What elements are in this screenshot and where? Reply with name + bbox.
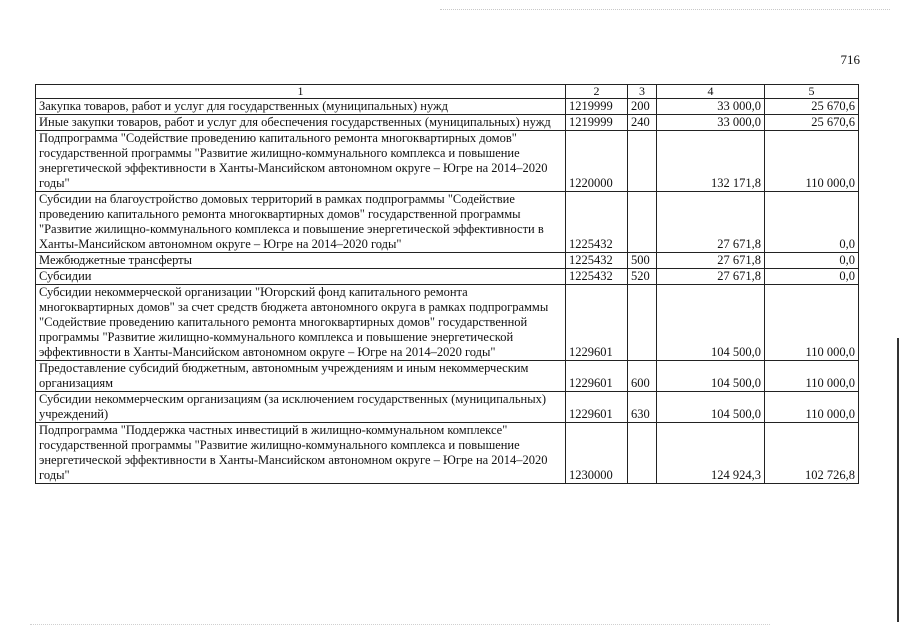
row-code: 1219999 — [566, 99, 628, 115]
row-name: Предоставление субсидий бюджетным, автономным учреждениям и иным некоммерческим организациям — [36, 361, 566, 392]
header-cell-name: 1 — [36, 85, 566, 99]
row-code: 1230000 — [566, 423, 628, 484]
row-name: Иные закупки товаров, работ и услуг для обеспечения государственных (муниципальных) нужд — [36, 115, 566, 131]
row-expense-type: 520 — [628, 269, 657, 285]
row-name: Субсидии некоммерческой организации "Югорский фонд капитального ремонта многоквартирных домов" за счет средств бюджета автономного округа в рамках подпрограммы "Содействие проведению капитального ремонта многоквартирных домов" государственной программы "Развитие жилищно-коммунального комплекса и повышение энергетической эффективности в Ханты-Мансийском автономном округе – Югре на 2014–2020 годы" — [36, 285, 566, 361]
row-code: 1225432 — [566, 192, 628, 253]
row-expense-type — [628, 192, 657, 253]
row-sum-2: 110 000,0 — [765, 285, 859, 361]
row-code: 1220000 — [566, 131, 628, 192]
row-sum-2: 0,0 — [765, 269, 859, 285]
table-row — [36, 253, 859, 269]
row-sum-1: 27 671,8 — [657, 253, 765, 269]
header-cell-expense-type: 3 — [628, 85, 657, 99]
page-number: 716 — [840, 52, 860, 67]
table-row — [36, 285, 859, 361]
scan-artifact-bottom — [30, 624, 770, 627]
row-sum-2: 110 000,0 — [765, 392, 859, 423]
row-expense-type: 600 — [628, 361, 657, 392]
row-sum-1: 27 671,8 — [657, 192, 765, 253]
row-expense-type — [628, 423, 657, 484]
row-sum-1: 124 924,3 — [657, 423, 765, 484]
scan-artifact-top — [440, 9, 890, 12]
row-sum-2: 25 670,6 — [765, 99, 859, 115]
row-name: Межбюджетные трансферты — [36, 253, 566, 269]
table-row — [36, 392, 859, 423]
table-row — [36, 131, 859, 192]
row-expense-type: 200 — [628, 99, 657, 115]
row-name: Субсидии — [36, 269, 566, 285]
row-expense-type: 630 — [628, 392, 657, 423]
row-sum-1: 33 000,0 — [657, 115, 765, 131]
row-code: 1229601 — [566, 285, 628, 361]
row-sum-2: 102 726,8 — [765, 423, 859, 484]
table-row — [36, 99, 859, 115]
table-row — [36, 115, 859, 131]
row-sum-1: 104 500,0 — [657, 361, 765, 392]
row-code: 1225432 — [566, 253, 628, 269]
table-row — [36, 192, 859, 253]
row-name: Подпрограмма "Содействие проведению капитального ремонта многоквартирных домов" государственной программы "Развитие жилищно-коммунального комплекса и повышение энергетической эффективности в Ханты-Мансийском автономном округе – Югре на 2014–2020 годы" — [36, 131, 566, 192]
row-name: Субсидии на благоустройство домовых территорий в рамках подпрограммы "Содействие проведению капитального ремонта многоквартирных домов" государственной программы "Развитие жилищно-коммунального комплекса и повышение энергетической эффективности в Ханты-Мансийском автономном округе – Югре на 2014–2020 годы" — [36, 192, 566, 253]
header-cell-sum-2: 5 — [765, 85, 859, 99]
table-row — [36, 423, 859, 484]
row-sum-1: 104 500,0 — [657, 392, 765, 423]
budget-table — [35, 84, 859, 484]
header-cell-code: 2 — [566, 85, 628, 99]
table-row — [36, 269, 859, 285]
row-expense-type — [628, 131, 657, 192]
row-expense-type: 500 — [628, 253, 657, 269]
row-sum-2: 0,0 — [765, 253, 859, 269]
row-expense-type — [628, 285, 657, 361]
row-sum-1: 27 671,8 — [657, 269, 765, 285]
row-sum-1: 132 171,8 — [657, 131, 765, 192]
row-sum-2: 25 670,6 — [765, 115, 859, 131]
row-sum-2: 110 000,0 — [765, 131, 859, 192]
row-sum-2: 110 000,0 — [765, 361, 859, 392]
table-header-row — [36, 85, 859, 99]
table-row — [36, 361, 859, 392]
row-code: 1219999 — [566, 115, 628, 131]
row-expense-type: 240 — [628, 115, 657, 131]
row-sum-1: 104 500,0 — [657, 285, 765, 361]
header-cell-sum-1: 4 — [657, 85, 765, 99]
row-sum-1: 33 000,0 — [657, 99, 765, 115]
row-code: 1225432 — [566, 269, 628, 285]
row-code: 1229601 — [566, 392, 628, 423]
row-name: Подпрограмма "Поддержка частных инвестиций в жилищно-коммунальном комплексе" государственной программы "Развитие жилищно-коммунального комплекса и повышение энергетической эффективности в Ханты-Мансийском автономном округе – Югре на 2014–2020 годы" — [36, 423, 566, 484]
row-code: 1229601 — [566, 361, 628, 392]
row-name: Субсидии некоммерческим организациям (за исключением государственных (муниципальных) учреждений) — [36, 392, 566, 423]
page-edge-line — [897, 338, 899, 622]
row-sum-2: 0,0 — [765, 192, 859, 253]
row-name: Закупка товаров, работ и услуг для государственных (муниципальных) нужд — [36, 99, 566, 115]
